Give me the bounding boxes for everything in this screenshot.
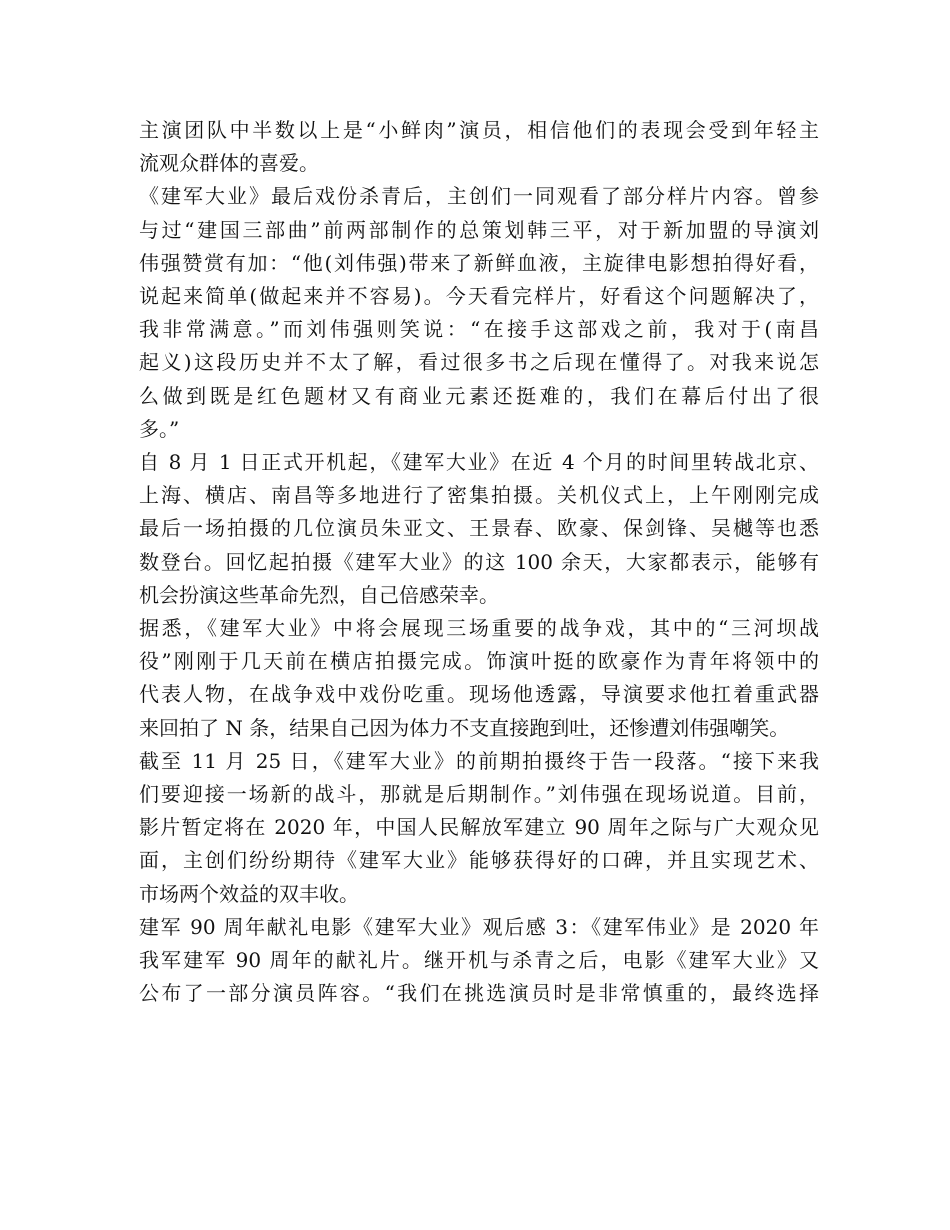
text-line: 我非常满意。”而刘伟强则笑说：“在接手这部戏之前，我对于(南昌	[139, 317, 819, 342]
text-line: 与过“建国三部曲”前两部制作的总策划韩三平，对于新加盟的导演刘	[139, 217, 819, 242]
text-line: 市场两个效益的双丰收。	[139, 881, 359, 906]
text-line: 据悉，《建军大业》中将会展现三场重要的战争戏，其中的“三河坝战	[139, 616, 819, 641]
text-line: 机会扮演这些革命先烈，自己倍感荣幸。	[139, 582, 499, 607]
text-line: 主演团队中半数以上是“小鲜肉”演员，相信他们的表现会受到年轻主	[139, 118, 819, 142]
paragraph	[139, 114, 819, 180]
text-line: 建军 90 周年献礼电影《建军大业》观后感 3：《建军伟业》是 2020 年	[139, 914, 819, 939]
text-line: 《建军大业》最后戏份杀青后，主创们一同观看了部分样片内容。曾参	[139, 184, 819, 209]
text-line: 面，主创们纷纷期待《建军大业》能够获得好的口碑，并且实现艺术、	[139, 848, 819, 873]
text-line: 影片暂定将在 2020 年，中国人民解放军建立 90 周年之际与广大观众见	[139, 815, 819, 840]
text-line: 自 8 月 1 日正式开机起，《建军大业》在近 4 个月的时间里转战北京、	[139, 450, 819, 475]
text-line: 最后一场拍摄的几位演员朱亚文、王景春、欧豪、保剑锋、吴樾等也悉	[139, 516, 819, 541]
paragraph	[139, 745, 819, 911]
text-line: 役”刚刚于几天前在横店拍摄完成。饰演叶挺的欧豪作为青年将领中的	[139, 649, 819, 674]
text-line: 流观众群体的喜爱。	[139, 151, 319, 176]
text-line: 上海、横店、南昌等多地进行了密集拍摄。关机仪式上，上午刚刚完成	[139, 483, 819, 508]
text-line: 我军建军 90 周年的献礼片。继开机与杀青之后，电影《建军大业》又	[139, 948, 819, 973]
text-line: 公布了一部分演员阵容。“我们在挑选演员时是非常慎重的，最终选择	[139, 981, 819, 1006]
text-line: 伟强赞赏有加：“他(刘伟强)带来了新鲜血液，主旋律电影想拍得好看，	[139, 250, 819, 275]
text-line: 截至 11 月 25 日，《建军大业》的前期拍摄终于告一段落。“接下来我	[139, 748, 819, 773]
document-body	[139, 114, 819, 1010]
text-line: 代表人物，在战争戏中戏份吃重。现场他透露，导演要求他扛着重武器	[139, 682, 819, 707]
text-line: 数登台。回忆起拍摄《建军大业》的这 100 余天，大家都表示，能够有	[139, 549, 819, 574]
paragraph	[139, 911, 819, 1011]
text-line: 么做到既是红色题材又有商业元素还挺难的，我们在幕后付出了很	[139, 383, 819, 408]
paragraph	[139, 612, 819, 745]
text-line: 来回拍了 N 条，结果自己因为体力不支直接跑到吐，还惨遭刘伟强嘲笑。	[139, 715, 790, 740]
text-line: 起义)这段历史并不太了解，看过很多书之后现在懂得了。对我来说怎	[139, 350, 819, 375]
text-line: 多。”	[139, 416, 180, 441]
paragraph	[139, 446, 819, 612]
text-line: 说起来简单(做起来并不容易)。今天看完样片，好看这个问题解决了，	[139, 284, 819, 309]
text-line: 们要迎接一场新的战斗，那就是后期制作。”刘伟强在现场说道。目前，	[139, 782, 819, 807]
paragraph	[139, 180, 819, 446]
